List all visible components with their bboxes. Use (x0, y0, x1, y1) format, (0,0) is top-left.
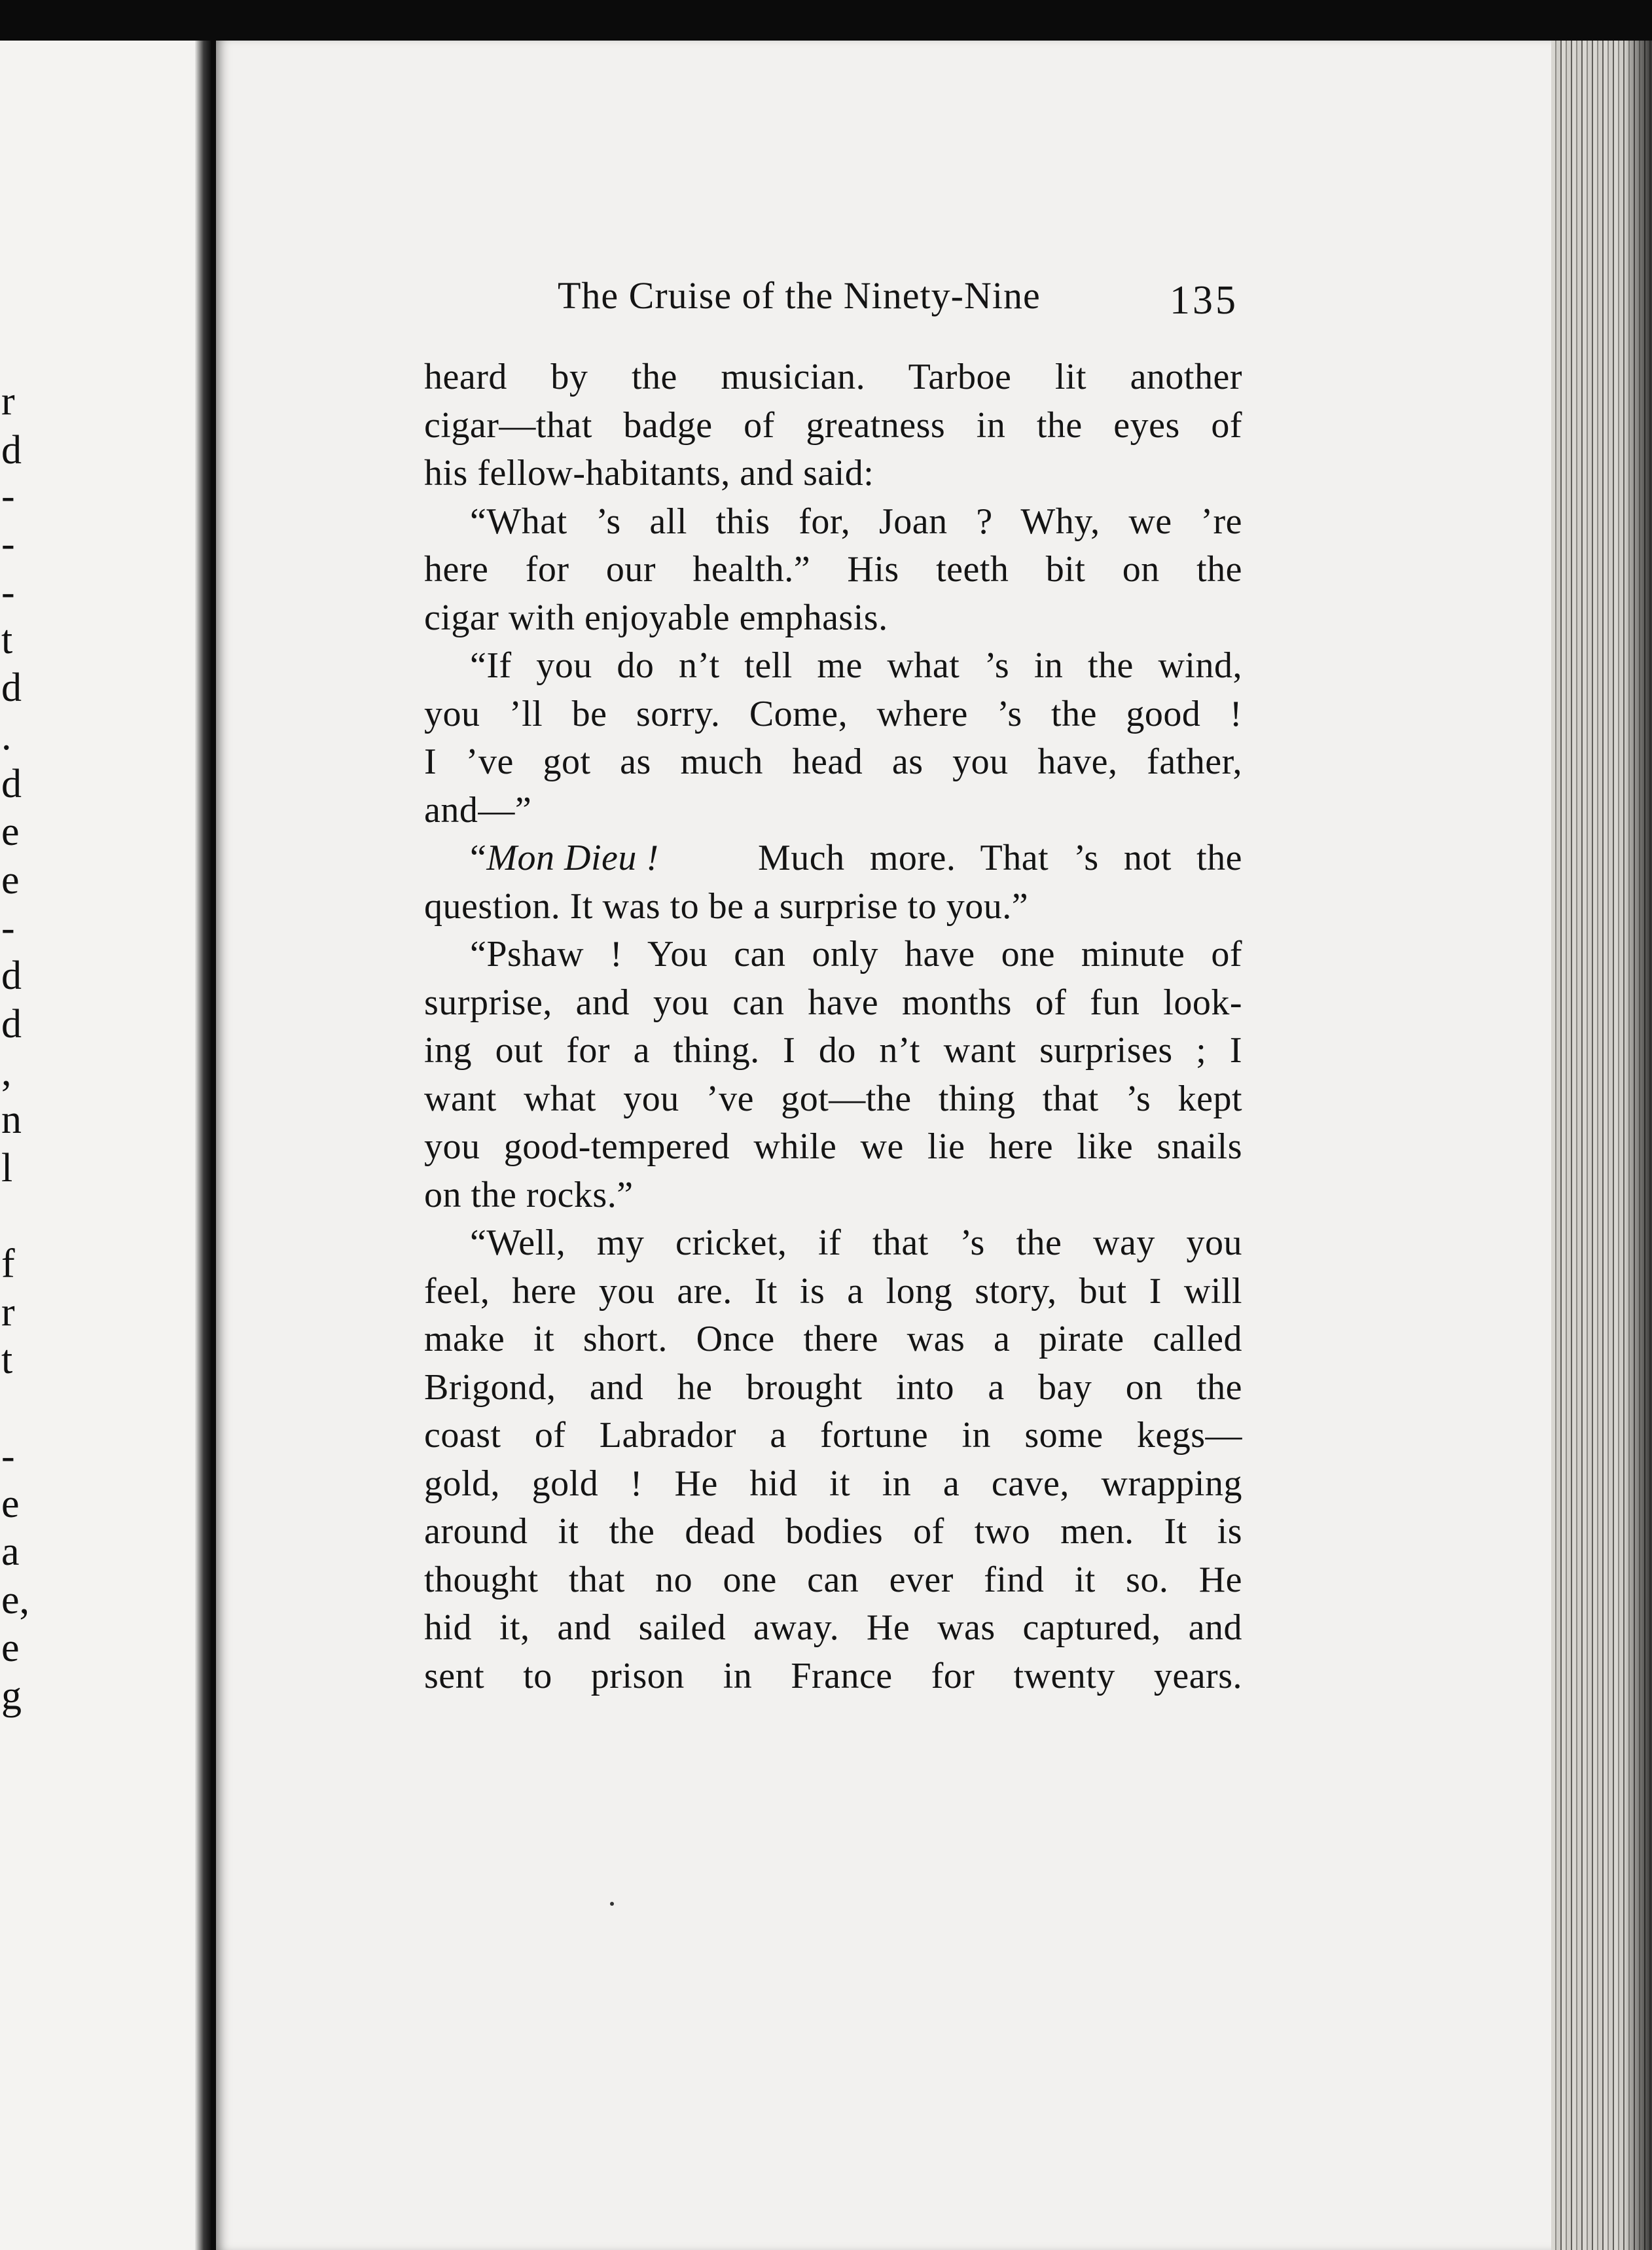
text-line: “What ’s all this for, Joan ? Why, we ’re (470, 501, 1242, 542)
text-line: thought that no one can ever find it so. He (424, 1559, 1242, 1600)
left-fragment: d (1, 954, 22, 998)
left-fragment: l (1, 1146, 13, 1190)
running-head (558, 274, 1238, 326)
text-line: ing out for a thing. I do n’t want surprises ; I (424, 1030, 1242, 1071)
left-fragment: r (1, 1290, 15, 1334)
text-line: question. It was to be a surprise to you.” (424, 885, 1029, 927)
text-line: around it the dead bodies of two men. It is (424, 1511, 1242, 1552)
italic-exclamation: Mon Dieu ! (486, 838, 659, 878)
text-line: feel, here you are. It is a long story, but I will (424, 1270, 1242, 1312)
text-line: cigar—that badge of greatness in the eyes of (424, 404, 1242, 446)
left-fragment: e, (1, 1578, 30, 1622)
page-number: 135 (1170, 278, 1238, 323)
left-fragment: f (1, 1241, 15, 1286)
text-line: cigar with enjoyable emphasis. (424, 597, 888, 638)
running-title: The Cruise of the Ninety-Nine (558, 274, 1041, 317)
text-line: and—” (424, 789, 532, 830)
left-fragment: e (1, 858, 20, 902)
left-fragment: - (1, 474, 15, 518)
body-text (424, 353, 1242, 1700)
text-line: want what you ’ve got—the thing that ’s kept (424, 1078, 1242, 1119)
left-fragment: e (1, 1482, 20, 1526)
text-line: here for our health.” His teeth bit on the (424, 549, 1242, 590)
text-line: hid it, and sailed away. He was captured, and (424, 1607, 1242, 1648)
text-line: “If you do n’t tell me what ’s in the wind, (470, 645, 1242, 686)
text-line: on the rocks.” (424, 1174, 634, 1215)
left-fragment: t (1, 618, 13, 662)
left-page-text-fragments (0, 41, 30, 2250)
left-fragment: d (1, 762, 22, 806)
left-fragment: . (1, 714, 12, 759)
text-line: his fellow-habitants, and said: (424, 453, 874, 493)
left-fragment: - (1, 522, 15, 566)
left-fragment: d (1, 428, 22, 473)
text-line: “Well, my cricket, if that ’s the way you (470, 1223, 1242, 1263)
left-fragment: e (1, 810, 20, 854)
text-line: “Pshaw ! You can only have one minute of (470, 934, 1242, 974)
text-line: you good-tempered while we lie here like snails (424, 1126, 1242, 1167)
text-line: Brigond, and he brought into a bay on the (424, 1366, 1242, 1408)
text-line: sent to prison in France for twenty years. (424, 1655, 1242, 1696)
left-fragment: , (1, 1050, 12, 1094)
text-line-rest: Much more. That ’s not the (758, 838, 1242, 878)
left-fragment: - (1, 906, 15, 950)
text-line: coast of Labrador a fortune in some kegs— (424, 1415, 1242, 1455)
left-fragment: g (1, 1673, 22, 1718)
left-fragment: d (1, 1002, 22, 1046)
text-line: make it short. Once there was a pirate called (424, 1319, 1242, 1359)
left-fragment: d (1, 666, 22, 710)
text-line: heard by the musician. Tarboe lit another (424, 357, 1242, 397)
left-fragment: n (1, 1098, 22, 1142)
text-line: I ’ve got as much head as you have, father, (424, 741, 1242, 782)
left-fragment: a (1, 1529, 20, 1574)
left-facing-page (0, 41, 208, 2250)
left-fragment: - (1, 1434, 15, 1478)
quote-open-with-italic: “Mon Dieu ! (470, 838, 659, 878)
text-line: gold, gold ! He hid it in a cave, wrapping (424, 1463, 1242, 1504)
left-fragment: r (1, 379, 15, 423)
book-gutter (195, 41, 211, 2250)
page-edges-shadow (1623, 41, 1652, 2250)
left-fragment: - (1, 570, 15, 615)
text-line: you ’ll be sorry. Come, where ’s the good ! (424, 693, 1242, 734)
text-line: surprise, and you can have months of fun look- (424, 982, 1242, 1023)
text-line (424, 834, 1242, 883)
page-speck (610, 1902, 614, 1906)
left-fragment: t (1, 1338, 13, 1382)
left-fragment: e (1, 1626, 20, 1670)
